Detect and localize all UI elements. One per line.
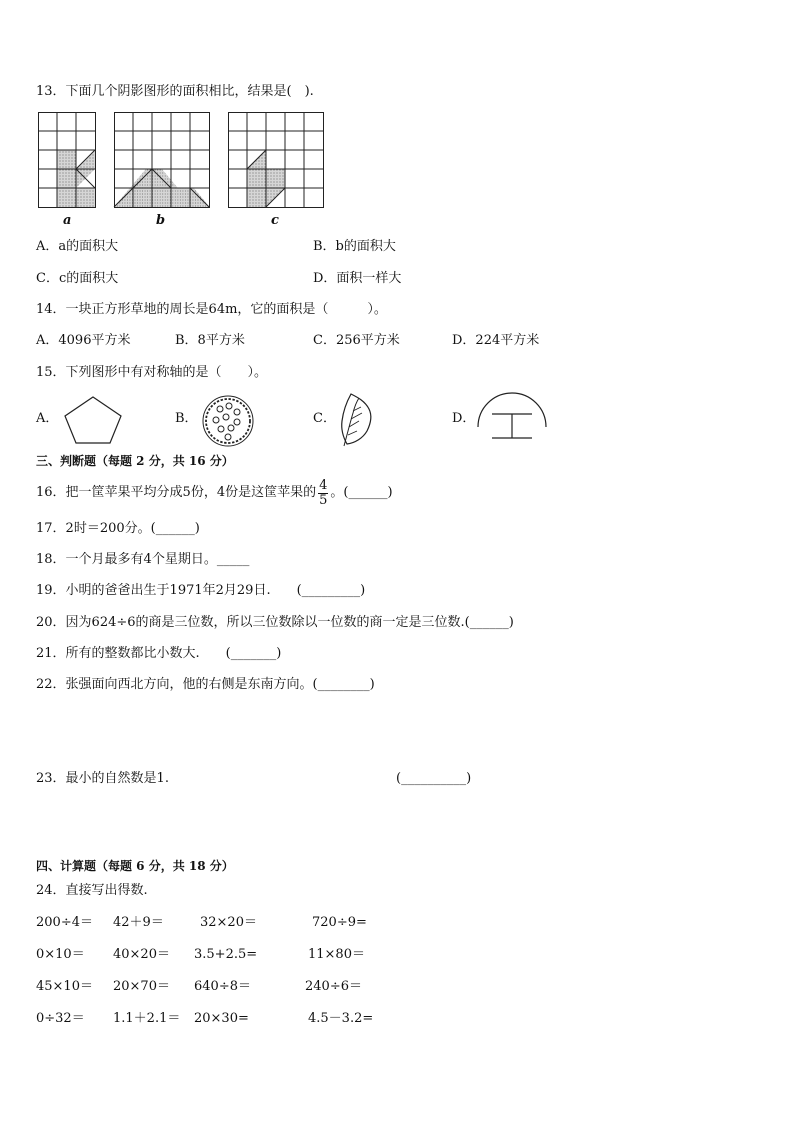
figure-label-a: a bbox=[63, 213, 72, 228]
q15-option-a[interactable]: A． bbox=[36, 411, 59, 426]
q13-stem: 13．下面几个阴影图形的面积相比，结果是( ). bbox=[36, 84, 314, 99]
calc-item: 40×20＝ bbox=[113, 947, 170, 962]
q19: 19．小明的爸爸出生于1971年2月29日. (_________) bbox=[36, 583, 366, 598]
figure-c bbox=[228, 112, 324, 208]
calc-item: 4.5－3.2= bbox=[308, 1011, 374, 1026]
q15-stem: 15．下列图形中有对称轴的是（ ）。 bbox=[36, 365, 268, 380]
leaf-icon bbox=[337, 391, 377, 449]
q13-figures bbox=[38, 112, 328, 209]
fraction-numerator: 4 bbox=[319, 477, 328, 493]
calc-item: 45×10＝ bbox=[36, 979, 93, 994]
q16-text-after: 。(______) bbox=[330, 485, 393, 500]
calc-item: 20×30= bbox=[194, 1011, 249, 1026]
q18: 18．一个月最多有4个星期日。_____ bbox=[36, 552, 250, 567]
q13-option-c[interactable]: C．c的面积大 bbox=[36, 271, 119, 286]
q15-option-c[interactable]: C． bbox=[313, 411, 336, 426]
q23: 23．最小的自然数是1. bbox=[36, 771, 169, 786]
pentagon-icon bbox=[62, 394, 124, 446]
fraction-denominator: 5 bbox=[319, 492, 328, 508]
q14-option-d[interactable]: D．224平方米 bbox=[452, 333, 540, 348]
calc-item: 640÷8＝ bbox=[194, 979, 251, 994]
q15-option-b[interactable]: B． bbox=[175, 411, 198, 426]
calc-item: 720÷9= bbox=[312, 915, 367, 930]
figure-b bbox=[114, 112, 210, 208]
calc-item: 32×20＝ bbox=[200, 915, 257, 930]
calc-item: 42＋9＝ bbox=[113, 915, 164, 930]
q16-text-before: 16．把一筐苹果平均分成5份，4份是这筐苹果的 bbox=[36, 485, 317, 500]
q13-option-b[interactable]: B．b的面积大 bbox=[313, 239, 396, 254]
fraction bbox=[318, 479, 328, 508]
q16 bbox=[36, 476, 393, 510]
q24-stem: 24．直接写出得数. bbox=[36, 883, 148, 898]
calc-item: 200÷4＝ bbox=[36, 915, 93, 930]
q14-option-c[interactable]: C．256平方米 bbox=[313, 333, 400, 348]
q14-stem: 14．一块正方形草地的周长是64m，它的面积是（ ）。 bbox=[36, 302, 387, 317]
calc-item: 0÷32＝ bbox=[36, 1011, 85, 1026]
figure-label-b: b bbox=[156, 213, 166, 228]
q14-option-a[interactable]: A．4096平方米 bbox=[36, 333, 131, 348]
section3-title: 三、判断题（每题 2 分，共 16 分） bbox=[36, 454, 234, 468]
q21: 21．所有的整数都比小数大. (_______) bbox=[36, 646, 282, 661]
q22: 22．张强面向西北方向，他的右侧是东南方向。(________) bbox=[36, 677, 375, 692]
q13-option-d[interactable]: D．面积一样大 bbox=[313, 271, 402, 286]
figure-label-c: c bbox=[271, 213, 279, 228]
figure-a bbox=[38, 112, 96, 208]
q17: 17．2时＝200分。(______) bbox=[36, 521, 200, 536]
q20: 20．因为624÷6的商是三位数，所以三位数除以一位数的商一定是三位数.(______) bbox=[36, 615, 514, 630]
q15-option-d[interactable]: D． bbox=[452, 411, 476, 426]
calc-item: 0×10＝ bbox=[36, 947, 85, 962]
q23-answer-blank[interactable]: (__________) bbox=[396, 771, 472, 786]
q14-option-b[interactable]: B．8平方米 bbox=[175, 333, 245, 348]
calc-item: 11×80＝ bbox=[308, 947, 365, 962]
section4-title: 四、计算题（每题 6 分，共 18 分） bbox=[36, 859, 234, 873]
q13-option-a[interactable]: A．a的面积大 bbox=[36, 239, 119, 254]
calc-item: 3.5+2.5= bbox=[194, 947, 258, 962]
dotted-circle-icon bbox=[200, 393, 256, 449]
calc-item: 240÷6＝ bbox=[305, 979, 362, 994]
calc-item: 1.1＋2.1＝ bbox=[113, 1011, 181, 1026]
calc-item: 20×70＝ bbox=[113, 979, 170, 994]
semicircle-icon bbox=[476, 392, 548, 444]
